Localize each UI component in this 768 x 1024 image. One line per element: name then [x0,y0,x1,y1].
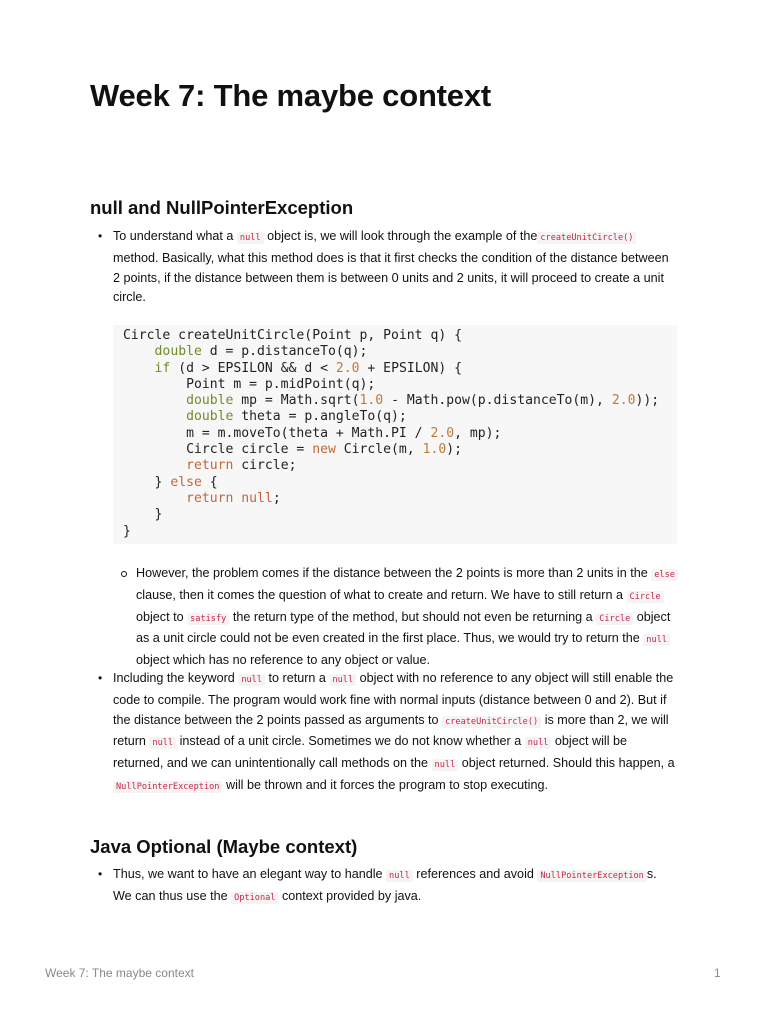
list-item-keyword: • Including the keyword null to return a null object with no reference to any object will still enable the code to compile. The program would work fine with normal inputs (distance between 0 and 2). But if the distance between the 2 points passed as arguments to createUnitCircle() is more than 2, we will return null instead of a unit circle. Sometimes we do not know whether a null object will be returned, and we can unintentionally call methods on the null object returned. Should this happen, a NullPointerException will be thrown and it forces the program to stop executing. [113,669,678,798]
code-line: } [123,507,163,523]
code-line: double mp = Math.sqrt(1.0 - Math.pow(p.distanceTo(m), 2.0)); [186,393,660,409]
page-title: Week 7: The maybe context [90,78,492,113]
inline-code: null [329,674,356,686]
inline-code: else [651,569,678,581]
code-line: Circle createUnitCircle(Point p, Point q) { [123,328,462,343]
inline-code: null [386,870,413,882]
inline-code: null [237,232,264,244]
code-block [113,325,677,544]
inline-code: NullPointerException [537,870,646,882]
inline-code: null [525,737,552,749]
list-item-intro: • To understand what a null object is, we will look through the example of the createUnitCircle() method. Basically, what this method does is that it first checks the condition of the distance between 2 points, if the distance between them is between 0 units and 2 units, it will proceed to create a unit circle. [113,227,678,308]
code-line: } [123,523,131,539]
inline-code: Circle [627,591,664,603]
page-number: 1 [714,966,721,980]
section-heading-optional: Java Optional (Maybe context) [90,836,358,857]
inline-code: createUnitCircle() [442,716,541,728]
code-line: Circle circle = new Circle(m, 1.0); [123,442,463,458]
inline-code: satisfy [187,613,229,625]
code-line: m = m.moveTo(theta + Math.PI / 2.0, mp); [123,425,502,441]
code-line: if (d > EPSILON && d < 2.0 + EPSILON) { [154,360,463,376]
code-line: } else { [123,474,218,490]
inline-code: null [432,759,459,771]
inline-code: Optional [231,892,278,904]
list-item-optional: • Thus, we want to have an elegant way to handle null references and avoid NullPointerException s. We can thus use the Optional context provided by java. [113,865,678,909]
inline-code: Circle [596,613,633,625]
inline-code: null [643,634,670,646]
code-line: Point m = p.midPoint(q); [123,376,376,392]
inline-code: null [238,674,265,686]
section-heading-null: null and NullPointerException [90,197,354,218]
list-item-problem: However, the problem comes if the distance between the 2 points is more than 2 units in the else clause, then it comes the question of what to create and return. We have to still return a Circle object to satisfy the return type of the method, but should not even be returning a Circle object as a unit circle could not be even created in the first place. Thus, we would try to return the null object which has no reference to any object or value. [136,564,678,671]
code-line: return null; [186,490,281,506]
footer-title: Week 7: The maybe context [45,966,194,980]
inline-code: null [149,737,176,749]
code-line: double theta = p.angleTo(q); [186,409,407,425]
inline-code: NullPointerException [113,781,222,793]
inline-code: createUnitCircle() [537,232,636,244]
code-line: double d = p.distanceTo(q); [154,344,368,360]
code-line: return circle; [186,458,297,474]
code-content [113,325,677,540]
